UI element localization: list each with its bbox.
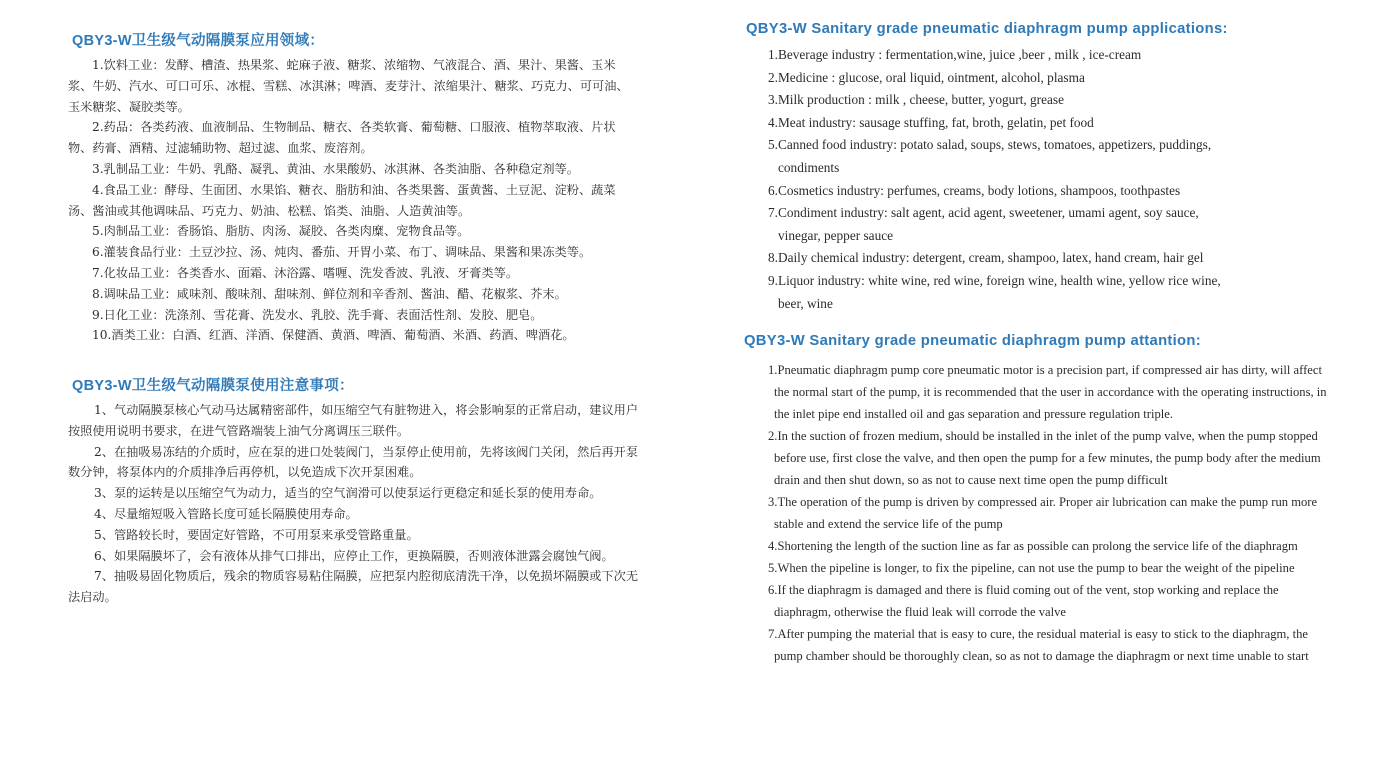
zh-applications-title: QBY3-W卫生级气动隔膜泵应用领域： bbox=[72, 33, 325, 49]
en-application-item: 3.Milk production : milk , cheese, butter, yogurt, grease bbox=[768, 92, 1064, 108]
en-application-item: 5.Canned food industry: potato salad, soups, stews, tomatoes, appetizers, puddings, condiments bbox=[768, 137, 1212, 175]
en-attention-item: 2.In the suction of frozen medium, should be installed in the inlet of the pump valve, when the pump stopped before use, first close the valve, and then open the pump for a few minutes, the pump body after the medium drain and then shut down, so as not to cause next time open the pump difficult bbox=[768, 429, 1321, 487]
en-application-item: 9.Liquor industry: white wine, red wine, foreign wine, health wine, yellow rice wine, beer, wine bbox=[768, 272, 1221, 311]
en-applications-list bbox=[768, 44, 1238, 315]
en-attention-item: 5.When the pipeline is longer, to fix the pipeline, can not use the pump to bear the weight of the pipeline bbox=[768, 561, 1295, 575]
zh-attention-item: 6、如果隔膜坏了，会有液体从排气口排出，应停止工作，更换隔膜，否则液体泄露会腐蚀气阀。 bbox=[94, 548, 614, 563]
en-attention-item: 7.After pumping the material that is easy to cure, the residual material is easy to stick to the diaphragm, the pump chamber should be thoroughly clean, so as not to damage the diaphragm or next time unable to start bbox=[768, 627, 1309, 663]
en-attention-item: 1.Pneumatic diaphragm pump core pneumatic motor is a precision part, if compressed air has dirty, will affect the normal start of the pump, it is recommended that the user in accordance with the operating instructions, in the inlet pipe end installed oil and gas separation and pressure regulation triple. bbox=[768, 363, 1327, 421]
en-attention-title: QBY3-W Sanitary grade pneumatic diaphragm pump attantion: bbox=[744, 333, 1201, 349]
en-application-item: 1.Beverage industry : fermentation,wine, juice ,beer , milk , ice-cream bbox=[768, 47, 1142, 62]
zh-application-item: 2.药品：各类药液、血液制品、生物制品、糖衣、各类软膏、葡萄糖、口服液、植物萃取液、片状物、药膏、酒精、过滤辅助物、超过滤、血浆、废溶剂。 bbox=[68, 120, 616, 156]
en-application-item: 2.Medicine : glucose, oral liquid, ointment, alcohol, plasma bbox=[768, 69, 1085, 85]
zh-application-item: 3.乳制品工业：牛奶、乳酪、凝乳、黄油、水果酸奶、冰淇淋、各类油脂、各种稳定剂等。 bbox=[92, 161, 579, 176]
zh-application-item: 7.化妆品工业：各类香水、面霜、沐浴露、嗜喱、洗发香波、乳液、牙膏类等。 bbox=[92, 265, 519, 280]
zh-attention-item: 2、在抽吸易冻结的介质时，应在泵的进口处装阀门，当泵停止使用前，先将该阀门关闭，然后再开泵数分钟，将泵体内的介质排净后再停机，以免造成下次开泵困难。 bbox=[68, 444, 639, 480]
zh-attention-item: 4、尽量缩短吸入管路长度可延长隔膜使用寿命。 bbox=[94, 506, 358, 521]
zh-application-item: 6.灌装食品行业：土豆沙拉、汤、炖肉、番茄、开胃小菜、布丁、调味品、果酱和果冻类等。 bbox=[92, 245, 592, 260]
zh-attention-item: 7、抽吸易固化物质后，残余的物质容易粘住隔膜，应把泵内腔彻底清洗干净，以免损坏隔膜或下次无法启动。 bbox=[68, 569, 639, 605]
zh-application-item: 10.酒类工业：白酒、红酒、洋酒、保健酒、黄酒、啤酒、葡萄酒、米酒、药酒、啤酒花。 bbox=[92, 328, 575, 343]
en-application-item: 6.Cosmetics industry: perfumes, creams, body lotions, shampoos, toothpastes bbox=[768, 182, 1181, 198]
en-attention-item: 4.Shortening the length of the suction line as far as possible can prolong the service life of the diaphragm bbox=[768, 539, 1298, 553]
zh-application-item: 1.饮料工业：发酵、槽渣、热果浆、蛇麻子液、糖浆、浓缩物、气液混合、酒、果汁、果酱、玉米浆、牛奶、汽水、可口可乐、冰棍、雪糕、冰淇淋；啤酒、麦芽汁、浓缩果汁、糖浆、巧克力、可可油、玉米糖浆、凝胶类等。 bbox=[68, 58, 629, 114]
en-attention-list bbox=[768, 359, 1333, 667]
en-application-item: 4.Meat industry: sausage stuffing, fat, broth, gelatin, pet food bbox=[768, 114, 1094, 130]
en-application-item: 7.Condiment industry: salt agent, acid agent, sweetener, umami agent, soy sauce, vinegar, pepper sauce bbox=[768, 205, 1199, 243]
zh-application-item: 4.食品工业：酵母、生面团、水果馅、糖衣、脂肪和油、各类果酱、蛋黄酱、土豆泥、淀粉、蔬菜汤、酱油或其他调味品、巧克力、奶油、松糕、馅类、油脂、人造黄油等。 bbox=[68, 182, 616, 218]
zh-attention-item: 3、泵的运转是以压缩空气为动力，适当的空气润滑可以使泵运行更稳定和延长泵的使用寿命。 bbox=[94, 486, 602, 501]
zh-attention-list bbox=[68, 400, 648, 608]
en-attention-item: 3.The operation of the pump is driven by compressed air. Proper air lubrication can make the pump run more stable and extend the service life of the pump bbox=[768, 495, 1318, 531]
zh-attention-item: 1、气动隔膜泵核心气动马达属精密部件，如压缩空气有脏物进入，将会影响泵的正常启动，建议用户按照使用说明书要求，在进气管路端装上油气分离调压三联件。 bbox=[68, 403, 639, 438]
zh-applications-list bbox=[68, 55, 634, 346]
en-application-item: 8.Daily chemical industry: detergent, cream, shampoo, latex, hand cream, hair gel bbox=[768, 250, 1204, 266]
zh-attention-title: QBY3-W卫生级气动隔膜泵使用注意事项： bbox=[72, 378, 354, 394]
zh-application-item: 5.肉制品工业：香肠馅、脂肪、肉汤、凝胶、各类肉糜、宠物食品等。 bbox=[92, 224, 470, 239]
zh-application-item: 8.调味品工业：咸味剂、酸味剂、甜味剂、鲜位剂和辛香剂、酱油、醋、花椒浆、芥末。 bbox=[92, 286, 567, 301]
en-attention-item: 6.If the diaphragm is damaged and there is fluid coming out of the vent, stop working and replace the diaphragm, otherwise the fluid leak will corrode the valve bbox=[768, 583, 1279, 619]
en-applications-title: QBY3-W Sanitary grade pneumatic diaphragm pump applications: bbox=[746, 21, 1228, 37]
zh-application-item: 9.日化工业：洗涤剂、雪花膏、洗发水、乳胶、洗手膏、表面活性剂、发胶、肥皂。 bbox=[92, 307, 543, 322]
zh-attention-item: 5、管路较长时，要固定好管路，不可用泵来承受管路重量。 bbox=[94, 527, 419, 542]
